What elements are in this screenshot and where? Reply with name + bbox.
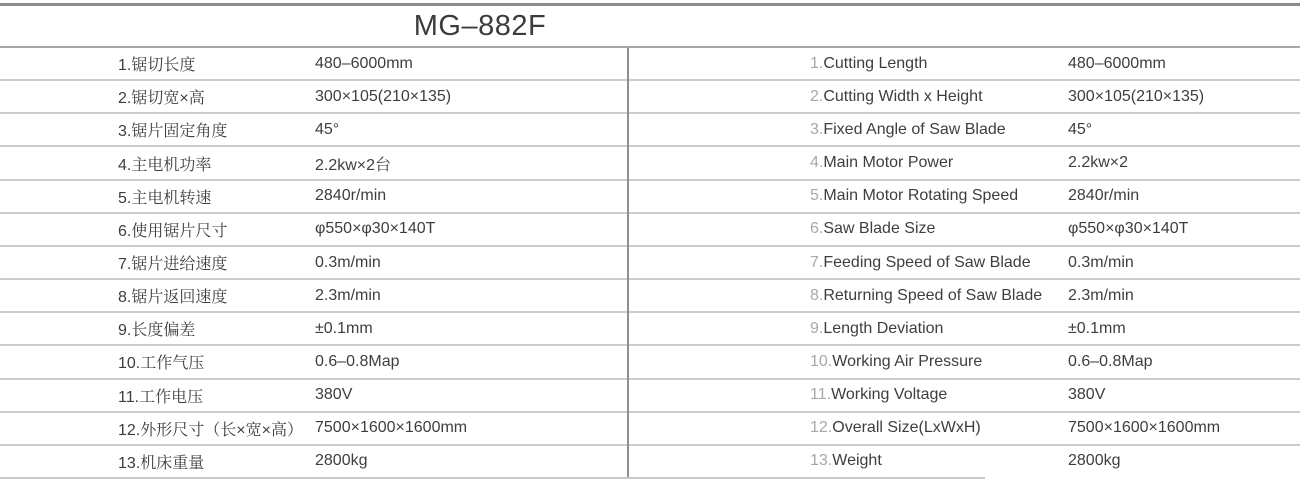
- spec-row-en-8: [629, 280, 1300, 313]
- title-row: [0, 6, 960, 46]
- spec-row-cn-5: [0, 181, 627, 214]
- row-value: 2840r/min: [315, 187, 387, 205]
- spec-row-cn-4: [0, 147, 627, 180]
- row-label: Fixed Angle of Saw Blade: [823, 120, 1006, 138]
- row-value: 2.2kw×2: [1068, 154, 1129, 172]
- row-label: 锯切长度: [131, 57, 196, 75]
- spec-row-en-1: [629, 48, 1300, 81]
- spec-row-en-6: [629, 214, 1300, 247]
- row-label: Weight: [832, 452, 882, 470]
- row-number: 1.: [118, 57, 132, 75]
- row-label: Feeding Speed of Saw Blade: [823, 253, 1031, 271]
- row-value: 0.3m/min: [1068, 253, 1134, 271]
- row-value: 7500×1600×1600mm: [1068, 419, 1221, 437]
- spec-row-cn-2: [0, 81, 627, 114]
- spec-row-en-3: [629, 114, 1300, 147]
- row-number: 5.: [810, 187, 824, 205]
- row-number: 4.: [810, 154, 824, 172]
- row-label: 使用锯片尺寸: [131, 222, 228, 240]
- row-number: 13.: [810, 452, 833, 470]
- spec-row-cn-6: [0, 214, 627, 247]
- row-value: 45°: [1068, 120, 1093, 138]
- row-number: 9.: [810, 319, 824, 337]
- row-number: 10.: [810, 352, 833, 370]
- row-label: 锯片进给速度: [131, 256, 228, 274]
- row-label: Cutting Length: [823, 54, 928, 72]
- row-value: 480–6000mm: [315, 54, 413, 72]
- row-number: 12.: [118, 421, 141, 439]
- spec-row-en-12: [629, 413, 1300, 446]
- row-label: Main Motor Power: [823, 154, 954, 172]
- row-value: 0.3m/min: [315, 253, 381, 271]
- row-value: 0.6–0.8Map: [315, 352, 400, 370]
- row-number: 3.: [810, 120, 824, 138]
- spec-row-en-2: [629, 81, 1300, 114]
- row-label: Saw Blade Size: [823, 220, 936, 238]
- row-value: 2800kg: [315, 452, 368, 470]
- row-label: 长度偏差: [131, 322, 196, 340]
- row-value: 2800kg: [1068, 452, 1121, 470]
- row-number: 8.: [810, 286, 824, 304]
- row-label: 工作电压: [139, 388, 204, 406]
- row-label: 主电机功率: [131, 156, 212, 174]
- spec-column-chinese: [0, 48, 627, 477]
- row-label: Working Voltage: [831, 386, 948, 404]
- spec-row-en-13: [629, 446, 1300, 477]
- row-value: ±0.1mm: [1068, 319, 1126, 337]
- row-label: Returning Speed of Saw Blade: [823, 286, 1043, 304]
- row-value: φ550×φ30×140T: [315, 220, 436, 238]
- row-number: 10.: [118, 355, 141, 373]
- row-value: 380V: [315, 386, 353, 404]
- row-number: 11.: [118, 388, 140, 406]
- row-value: 380V: [1068, 386, 1106, 404]
- row-number: 8.: [118, 289, 132, 307]
- row-number: 7.: [118, 256, 132, 274]
- spec-column-english: [629, 48, 1300, 477]
- row-label: 机床重量: [140, 454, 205, 472]
- spec-row-cn-3: [0, 114, 627, 147]
- row-label: 锯片返回速度: [131, 289, 228, 307]
- row-value: 7500×1600×1600mm: [315, 419, 468, 437]
- row-number: 12.: [810, 419, 833, 437]
- row-number: 3.: [118, 123, 132, 141]
- row-number: 9.: [118, 322, 132, 340]
- row-number: 2.: [810, 87, 824, 105]
- spec-row-en-9: [629, 313, 1300, 346]
- spec-table: [0, 48, 1300, 477]
- spec-row-cn-8: [0, 280, 627, 313]
- row-number: 4.: [118, 156, 132, 174]
- page-title: MG–882F: [413, 9, 547, 42]
- row-value: 480–6000mm: [1068, 54, 1166, 72]
- spec-row-en-5: [629, 181, 1300, 214]
- row-number: 1.: [810, 54, 824, 72]
- spec-row-cn-1: [0, 48, 627, 81]
- row-value: 2840r/min: [1068, 187, 1140, 205]
- row-number: 13.: [118, 454, 141, 472]
- row-value: 2.3m/min: [315, 286, 381, 304]
- row-label: Working Air Pressure: [832, 352, 983, 370]
- row-number: 5.: [118, 189, 132, 207]
- spec-row-en-11: [629, 380, 1300, 413]
- spec-row-en-10: [629, 346, 1300, 379]
- row-value: 300×105(210×135): [1068, 87, 1205, 105]
- spec-row-cn-11: [0, 380, 627, 413]
- row-label: Overall Size(LxWxH): [832, 419, 981, 437]
- spec-row-cn-13: [0, 446, 627, 477]
- row-label: Length Deviation: [823, 319, 944, 337]
- row-value: φ550×φ30×140T: [1068, 220, 1189, 238]
- row-number: 6.: [118, 222, 132, 240]
- row-label: 锯切宽×高: [131, 90, 205, 108]
- row-label: 外形尺寸（长×宽×高）: [140, 421, 303, 439]
- row-number: 11.: [810, 386, 832, 404]
- row-number: 6.: [810, 220, 824, 238]
- row-value: 2.2kw×2台: [315, 156, 392, 174]
- row-label: 主电机转速: [131, 189, 212, 207]
- row-value: 2.3m/min: [1068, 286, 1134, 304]
- row-label: Main Motor Rotating Speed: [823, 187, 1019, 205]
- row-value: 45°: [315, 120, 340, 138]
- row-number: 7.: [810, 253, 824, 271]
- row-label: Cutting Width x Height: [823, 87, 983, 105]
- row-value: 0.6–0.8Map: [1068, 352, 1153, 370]
- row-number: 2.: [118, 90, 132, 108]
- spec-row-cn-12: [0, 413, 627, 446]
- spec-row-en-4: [629, 147, 1300, 180]
- bottom-border: [0, 477, 985, 479]
- spec-row-cn-7: [0, 247, 627, 280]
- spec-row-cn-10: [0, 346, 627, 379]
- row-label: 锯片固定角度: [131, 123, 228, 141]
- row-label: 工作气压: [140, 355, 205, 373]
- spec-row-en-7: [629, 247, 1300, 280]
- row-value: 300×105(210×135): [315, 87, 452, 105]
- spec-row-cn-9: [0, 313, 627, 346]
- row-value: ±0.1mm: [315, 319, 373, 337]
